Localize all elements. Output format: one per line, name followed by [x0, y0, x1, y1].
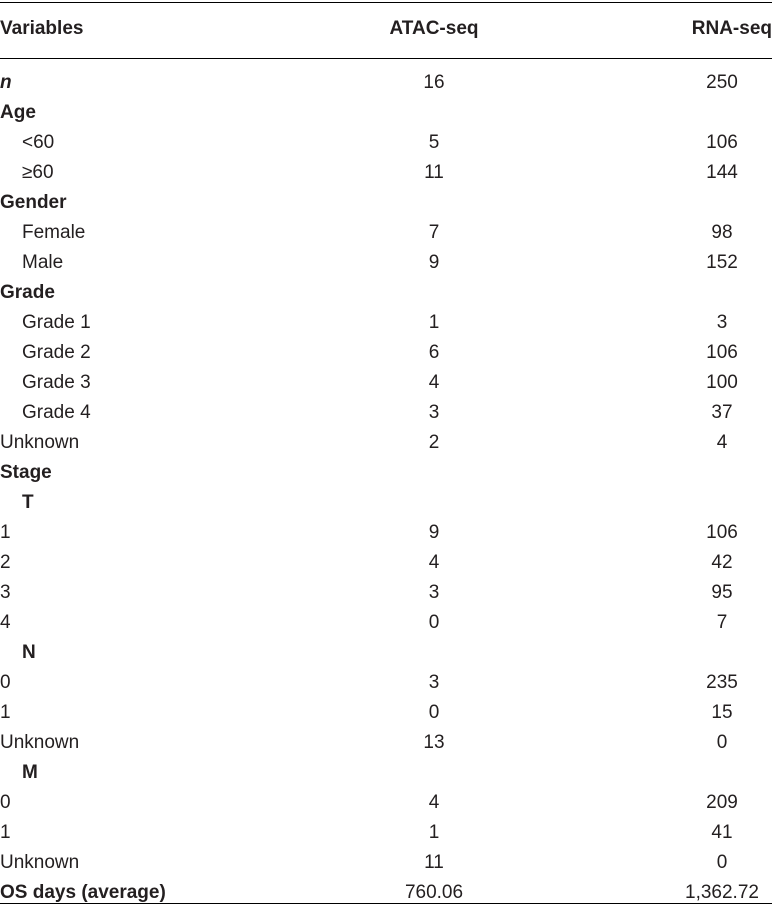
row-label: Male [22, 252, 64, 273]
table-header-rule [0, 58, 772, 59]
table-row [0, 668, 772, 698]
table-row [0, 188, 772, 218]
rna-seq-value: 37 [711, 402, 733, 423]
rna-seq-value: 250 [706, 72, 738, 93]
row-label: M [22, 762, 38, 783]
rna-seq-value: 106 [706, 342, 738, 363]
row-label: ≥60 [22, 162, 54, 183]
atac-seq-value: 9 [428, 252, 440, 273]
row-label: Unknown [0, 852, 80, 873]
row-label: 0 [0, 792, 11, 813]
rna-seq-value: 7 [716, 612, 728, 633]
table-row [0, 68, 772, 98]
rna-seq-value [622, 638, 772, 668]
table-row [0, 338, 772, 368]
rna-seq-value: 144 [706, 162, 738, 183]
table-header-row [0, 14, 772, 44]
row-label: Gender [0, 192, 67, 213]
atac-seq-value: 4 [428, 552, 440, 573]
rna-seq-value: 1,362.72 [685, 882, 759, 903]
row-label: n [0, 72, 12, 93]
table-row [0, 428, 772, 458]
rna-seq-value: 152 [706, 252, 738, 273]
table-row [0, 488, 772, 518]
atac-seq-value: 4 [428, 792, 440, 813]
row-label: Grade 4 [22, 402, 91, 423]
row-label: N [22, 642, 36, 663]
rna-seq-value [622, 278, 772, 308]
table-row [0, 158, 772, 188]
header-variables: Variables [0, 18, 84, 39]
atac-seq-value: 3 [428, 672, 440, 693]
atac-seq-value: 6 [428, 342, 440, 363]
atac-seq-value: 1 [428, 822, 440, 843]
rna-seq-value: 0 [716, 852, 728, 873]
atac-seq-value: 1 [428, 312, 440, 333]
atac-seq-value: 3 [428, 582, 440, 603]
rna-seq-value: 95 [711, 582, 733, 603]
rna-seq-value [622, 458, 772, 488]
atac-seq-value [334, 458, 534, 488]
rna-seq-value: 209 [706, 792, 738, 813]
table-row [0, 458, 772, 488]
row-label: Grade 3 [22, 372, 91, 393]
atac-seq-value: 5 [428, 132, 440, 153]
atac-seq-value: 13 [423, 732, 445, 753]
atac-seq-value [334, 638, 534, 668]
rna-seq-value: 3 [716, 312, 728, 333]
table-row [0, 638, 772, 668]
row-label: Grade 1 [22, 312, 91, 333]
atac-seq-value: 2 [428, 432, 440, 453]
table-row [0, 98, 772, 128]
table-row [0, 848, 772, 878]
header-atac-seq: ATAC-seq [389, 18, 479, 39]
row-label: Stage [0, 462, 52, 483]
table-row [0, 788, 772, 818]
atac-seq-value [334, 278, 534, 308]
rna-seq-value: 15 [711, 702, 733, 723]
row-label: T [22, 492, 34, 513]
table-row [0, 608, 772, 638]
rna-seq-value: 4 [716, 432, 728, 453]
row-label: Unknown [0, 732, 80, 753]
atac-seq-value: 7 [428, 222, 440, 243]
table-row [0, 398, 772, 428]
table-row [0, 278, 772, 308]
row-label: 1 [0, 822, 11, 843]
row-label: <60 [22, 132, 55, 153]
atac-seq-value: 11 [424, 162, 444, 183]
table-row [0, 218, 772, 248]
row-label: Female [22, 222, 86, 243]
atac-seq-value [334, 488, 534, 518]
header-rna-seq: RNA-seq [691, 18, 772, 39]
atac-seq-value: 4 [428, 372, 440, 393]
table-row [0, 698, 772, 728]
atac-seq-value: 0 [428, 702, 440, 723]
row-label: Grade [0, 282, 55, 303]
atac-seq-value [334, 98, 534, 128]
atac-seq-value: 0 [428, 612, 440, 633]
table-row [0, 578, 772, 608]
rna-seq-value: 106 [706, 522, 738, 543]
atac-seq-value: 16 [423, 72, 445, 93]
rna-seq-value [622, 488, 772, 518]
rna-seq-value: 42 [711, 552, 733, 573]
row-label: 4 [0, 612, 11, 633]
rna-seq-value: 98 [711, 222, 733, 243]
table-row [0, 728, 772, 758]
table-row [0, 308, 772, 338]
atac-seq-value: 760.06 [404, 882, 464, 903]
row-label: 2 [0, 552, 11, 573]
rna-seq-value [622, 98, 772, 128]
row-label: Age [0, 102, 36, 123]
table-bottom-rule [0, 903, 772, 904]
atac-seq-value [334, 758, 534, 788]
row-label: 1 [0, 702, 11, 723]
row-label: Grade 2 [22, 342, 91, 363]
table-row [0, 758, 772, 788]
atac-seq-value: 3 [428, 402, 440, 423]
table-row [0, 128, 772, 158]
rna-seq-value: 235 [706, 672, 738, 693]
row-label: 1 [0, 522, 11, 543]
table-row [0, 518, 772, 548]
table-row [0, 248, 772, 278]
row-label: 3 [0, 582, 11, 603]
table-top-rule [0, 2, 772, 3]
atac-seq-value [334, 188, 534, 218]
atac-seq-value: 11 [424, 852, 444, 873]
table-row [0, 368, 772, 398]
table-row [0, 818, 772, 848]
rna-seq-value: 100 [706, 372, 738, 393]
row-label: 0 [0, 672, 11, 693]
row-label: OS days (average) [0, 882, 166, 903]
rna-seq-value: 106 [706, 132, 738, 153]
row-label: Unknown [0, 432, 80, 453]
rna-seq-value [622, 188, 772, 218]
atac-seq-value: 9 [428, 522, 440, 543]
rna-seq-value [622, 758, 772, 788]
rna-seq-value: 0 [716, 732, 728, 753]
table-row [0, 548, 772, 578]
rna-seq-value: 41 [711, 822, 733, 843]
